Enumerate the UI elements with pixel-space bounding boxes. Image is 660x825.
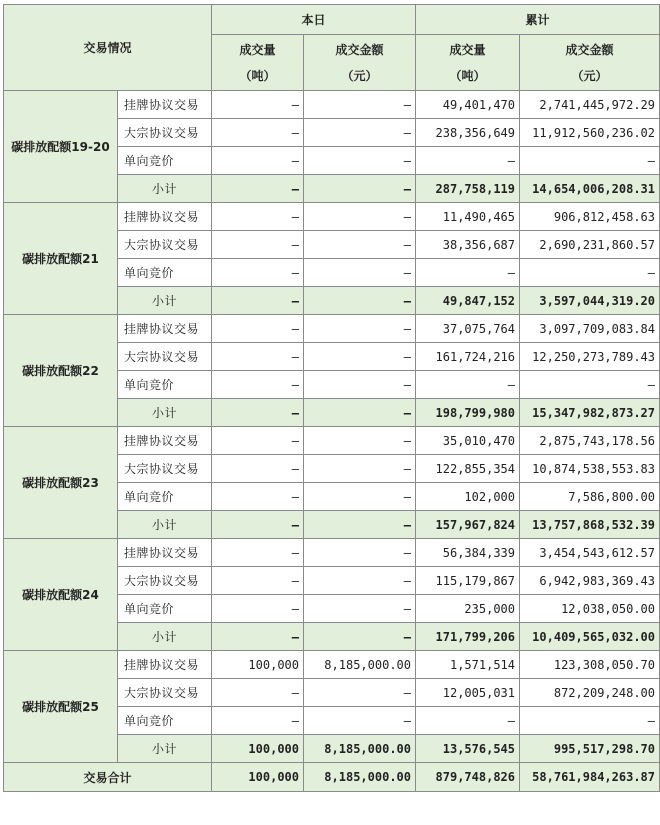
today-amount-cell: – bbox=[304, 203, 416, 231]
today-amount-cell: 8,185,000.00 bbox=[304, 735, 416, 763]
today-amount-cell: – bbox=[304, 343, 416, 371]
trade-type-cell: 单向竞价 bbox=[118, 147, 212, 175]
today-volume-cell: 100,000 bbox=[212, 651, 304, 679]
trade-type-cell: 单向竞价 bbox=[118, 595, 212, 623]
today-volume-cell: 100,000 bbox=[212, 735, 304, 763]
today-volume-cell: – bbox=[212, 567, 304, 595]
cum-volume-cell: 198,799,980 bbox=[416, 399, 520, 427]
cum-amount-cell: 123,308,050.70 bbox=[520, 651, 660, 679]
today-amount-cell: – bbox=[304, 287, 416, 315]
today-amount-cell: – bbox=[304, 399, 416, 427]
today-volume-cell: – bbox=[212, 203, 304, 231]
header-cum-volume bbox=[416, 35, 520, 91]
total-cum-volume: 879,748,826 bbox=[416, 763, 520, 792]
table-row bbox=[4, 203, 660, 231]
cum-amount-cell: 3,097,709,083.84 bbox=[520, 315, 660, 343]
trade-type-cell: 挂牌协议交易 bbox=[118, 91, 212, 119]
today-amount-cell: – bbox=[304, 91, 416, 119]
total-label: 交易合计 bbox=[4, 763, 212, 792]
today-volume-cell: – bbox=[212, 707, 304, 735]
trade-type-cell: 大宗协议交易 bbox=[118, 679, 212, 707]
trade-type-cell: 单向竞价 bbox=[118, 259, 212, 287]
cum-amount-cell: 12,250,273,789.43 bbox=[520, 343, 660, 371]
group-name: 碳排放配额22 bbox=[4, 315, 118, 427]
today-volume-cell: – bbox=[212, 343, 304, 371]
cum-volume-cell: 56,384,339 bbox=[416, 539, 520, 567]
today-volume-cell: – bbox=[212, 595, 304, 623]
group-name: 碳排放配额23 bbox=[4, 427, 118, 539]
trade-type-cell: 挂牌协议交易 bbox=[118, 203, 212, 231]
today-amount-cell: – bbox=[304, 455, 416, 483]
table-row bbox=[4, 427, 660, 455]
trade-type-cell: 单向竞价 bbox=[118, 483, 212, 511]
header-label: 成交量 bbox=[239, 42, 276, 57]
cum-volume-cell: 1,571,514 bbox=[416, 651, 520, 679]
today-amount-cell: – bbox=[304, 259, 416, 287]
today-amount-cell: – bbox=[304, 371, 416, 399]
cum-amount-cell: 12,038,050.00 bbox=[520, 595, 660, 623]
cum-amount-cell: 10,874,538,553.83 bbox=[520, 455, 660, 483]
header-unit: （元） bbox=[571, 68, 608, 83]
today-amount-cell: – bbox=[304, 231, 416, 259]
trade-type-cell: 大宗协议交易 bbox=[118, 567, 212, 595]
header-trade-info: 交易情况 bbox=[4, 5, 212, 91]
cum-amount-cell: 906,812,458.63 bbox=[520, 203, 660, 231]
cum-amount-cell: 7,586,800.00 bbox=[520, 483, 660, 511]
table-body bbox=[4, 91, 660, 763]
today-amount-cell: – bbox=[304, 119, 416, 147]
cum-amount-cell: 3,597,044,319.20 bbox=[520, 287, 660, 315]
cum-amount-cell: 2,741,445,972.29 bbox=[520, 91, 660, 119]
trade-type-cell: 大宗协议交易 bbox=[118, 455, 212, 483]
today-amount-cell: – bbox=[304, 175, 416, 203]
today-volume-cell: – bbox=[212, 175, 304, 203]
header-unit: （吨） bbox=[449, 68, 486, 83]
today-volume-cell: – bbox=[212, 623, 304, 651]
trade-type-cell: 大宗协议交易 bbox=[118, 231, 212, 259]
today-volume-cell: – bbox=[212, 679, 304, 707]
today-amount-cell: – bbox=[304, 483, 416, 511]
total-today-amount: 8,185,000.00 bbox=[304, 763, 416, 792]
today-amount-cell: – bbox=[304, 427, 416, 455]
cum-amount-cell: 995,517,298.70 bbox=[520, 735, 660, 763]
today-amount-cell: – bbox=[304, 679, 416, 707]
cum-volume-cell: 35,010,470 bbox=[416, 427, 520, 455]
cum-volume-cell: 122,855,354 bbox=[416, 455, 520, 483]
today-amount-cell: – bbox=[304, 623, 416, 651]
header-today-amount bbox=[304, 35, 416, 91]
total-cum-amount: 58,761,984,263.87 bbox=[520, 763, 660, 792]
today-volume-cell: – bbox=[212, 539, 304, 567]
today-volume-cell: – bbox=[212, 287, 304, 315]
cum-volume-cell: – bbox=[416, 259, 520, 287]
today-amount-cell: – bbox=[304, 707, 416, 735]
trade-type-cell: 小计 bbox=[118, 511, 212, 539]
cum-volume-cell: 13,576,545 bbox=[416, 735, 520, 763]
header-today: 本日 bbox=[212, 5, 416, 35]
cum-amount-cell: 2,875,743,178.56 bbox=[520, 427, 660, 455]
today-volume-cell: – bbox=[212, 91, 304, 119]
header-unit: （吨） bbox=[239, 68, 276, 83]
group-name: 碳排放配额24 bbox=[4, 539, 118, 651]
trade-type-cell: 挂牌协议交易 bbox=[118, 651, 212, 679]
group-name: 碳排放配额19-20 bbox=[4, 91, 118, 203]
trade-type-cell: 单向竞价 bbox=[118, 707, 212, 735]
cum-volume-cell: – bbox=[416, 707, 520, 735]
cum-volume-cell: – bbox=[416, 147, 520, 175]
cum-amount-cell: – bbox=[520, 707, 660, 735]
cum-amount-cell: 13,757,868,532.39 bbox=[520, 511, 660, 539]
trade-type-cell: 挂牌协议交易 bbox=[118, 427, 212, 455]
cum-amount-cell: 11,912,560,236.02 bbox=[520, 119, 660, 147]
today-volume-cell: – bbox=[212, 511, 304, 539]
table-row bbox=[4, 91, 660, 119]
cum-volume-cell: 238,356,649 bbox=[416, 119, 520, 147]
cum-amount-cell: 10,409,565,032.00 bbox=[520, 623, 660, 651]
header-label: 成交金额 bbox=[335, 42, 384, 57]
trade-type-cell: 单向竞价 bbox=[118, 371, 212, 399]
cum-amount-cell: – bbox=[520, 259, 660, 287]
cum-amount-cell: – bbox=[520, 147, 660, 175]
cum-volume-cell: 12,005,031 bbox=[416, 679, 520, 707]
trade-type-cell: 小计 bbox=[118, 399, 212, 427]
cum-amount-cell: 872,209,248.00 bbox=[520, 679, 660, 707]
cum-volume-cell: 38,356,687 bbox=[416, 231, 520, 259]
today-amount-cell: – bbox=[304, 539, 416, 567]
header-label: 成交金额 bbox=[565, 42, 614, 57]
group-name: 碳排放配额25 bbox=[4, 651, 118, 763]
cum-amount-cell: – bbox=[520, 371, 660, 399]
trade-type-cell: 小计 bbox=[118, 735, 212, 763]
today-amount-cell: – bbox=[304, 147, 416, 175]
cum-amount-cell: 6,942,983,369.43 bbox=[520, 567, 660, 595]
table-row bbox=[4, 315, 660, 343]
trade-type-cell: 小计 bbox=[118, 623, 212, 651]
group-name: 碳排放配额21 bbox=[4, 203, 118, 315]
today-volume-cell: – bbox=[212, 483, 304, 511]
cum-volume-cell: 235,000 bbox=[416, 595, 520, 623]
header-label: 成交量 bbox=[449, 42, 486, 57]
total-today-volume: 100,000 bbox=[212, 763, 304, 792]
today-amount-cell: – bbox=[304, 595, 416, 623]
header-unit: （元） bbox=[341, 68, 378, 83]
today-amount-cell: – bbox=[304, 511, 416, 539]
header-cum-amount bbox=[520, 35, 660, 91]
today-amount-cell: 8,185,000.00 bbox=[304, 651, 416, 679]
header-cumulative: 累计 bbox=[416, 5, 660, 35]
total-row bbox=[4, 763, 660, 792]
cum-volume-cell: 157,967,824 bbox=[416, 511, 520, 539]
cum-volume-cell: – bbox=[416, 371, 520, 399]
cum-volume-cell: 11,490,465 bbox=[416, 203, 520, 231]
trade-type-cell: 小计 bbox=[118, 287, 212, 315]
cum-volume-cell: 49,401,470 bbox=[416, 91, 520, 119]
trade-type-cell: 大宗协议交易 bbox=[118, 119, 212, 147]
table-row bbox=[4, 539, 660, 567]
header-today-volume bbox=[212, 35, 304, 91]
trading-summary-table bbox=[3, 4, 660, 792]
cum-volume-cell: 161,724,216 bbox=[416, 343, 520, 371]
today-volume-cell: – bbox=[212, 455, 304, 483]
trade-type-cell: 大宗协议交易 bbox=[118, 343, 212, 371]
today-volume-cell: – bbox=[212, 147, 304, 175]
cum-volume-cell: 49,847,152 bbox=[416, 287, 520, 315]
trade-type-cell: 挂牌协议交易 bbox=[118, 315, 212, 343]
today-amount-cell: – bbox=[304, 567, 416, 595]
cum-amount-cell: 3,454,543,612.57 bbox=[520, 539, 660, 567]
cum-volume-cell: 37,075,764 bbox=[416, 315, 520, 343]
today-amount-cell: – bbox=[304, 315, 416, 343]
cum-amount-cell: 2,690,231,860.57 bbox=[520, 231, 660, 259]
cum-volume-cell: 171,799,206 bbox=[416, 623, 520, 651]
today-volume-cell: – bbox=[212, 399, 304, 427]
trade-type-cell: 小计 bbox=[118, 175, 212, 203]
trade-type-cell: 挂牌协议交易 bbox=[118, 539, 212, 567]
today-volume-cell: – bbox=[212, 259, 304, 287]
cum-amount-cell: 14,654,006,208.31 bbox=[520, 175, 660, 203]
today-volume-cell: – bbox=[212, 427, 304, 455]
cum-volume-cell: 115,179,867 bbox=[416, 567, 520, 595]
today-volume-cell: – bbox=[212, 119, 304, 147]
today-volume-cell: – bbox=[212, 231, 304, 259]
cum-amount-cell: 15,347,982,873.27 bbox=[520, 399, 660, 427]
today-volume-cell: – bbox=[212, 371, 304, 399]
cum-volume-cell: 102,000 bbox=[416, 483, 520, 511]
today-volume-cell: – bbox=[212, 315, 304, 343]
table-row bbox=[4, 651, 660, 679]
cum-volume-cell: 287,758,119 bbox=[416, 175, 520, 203]
